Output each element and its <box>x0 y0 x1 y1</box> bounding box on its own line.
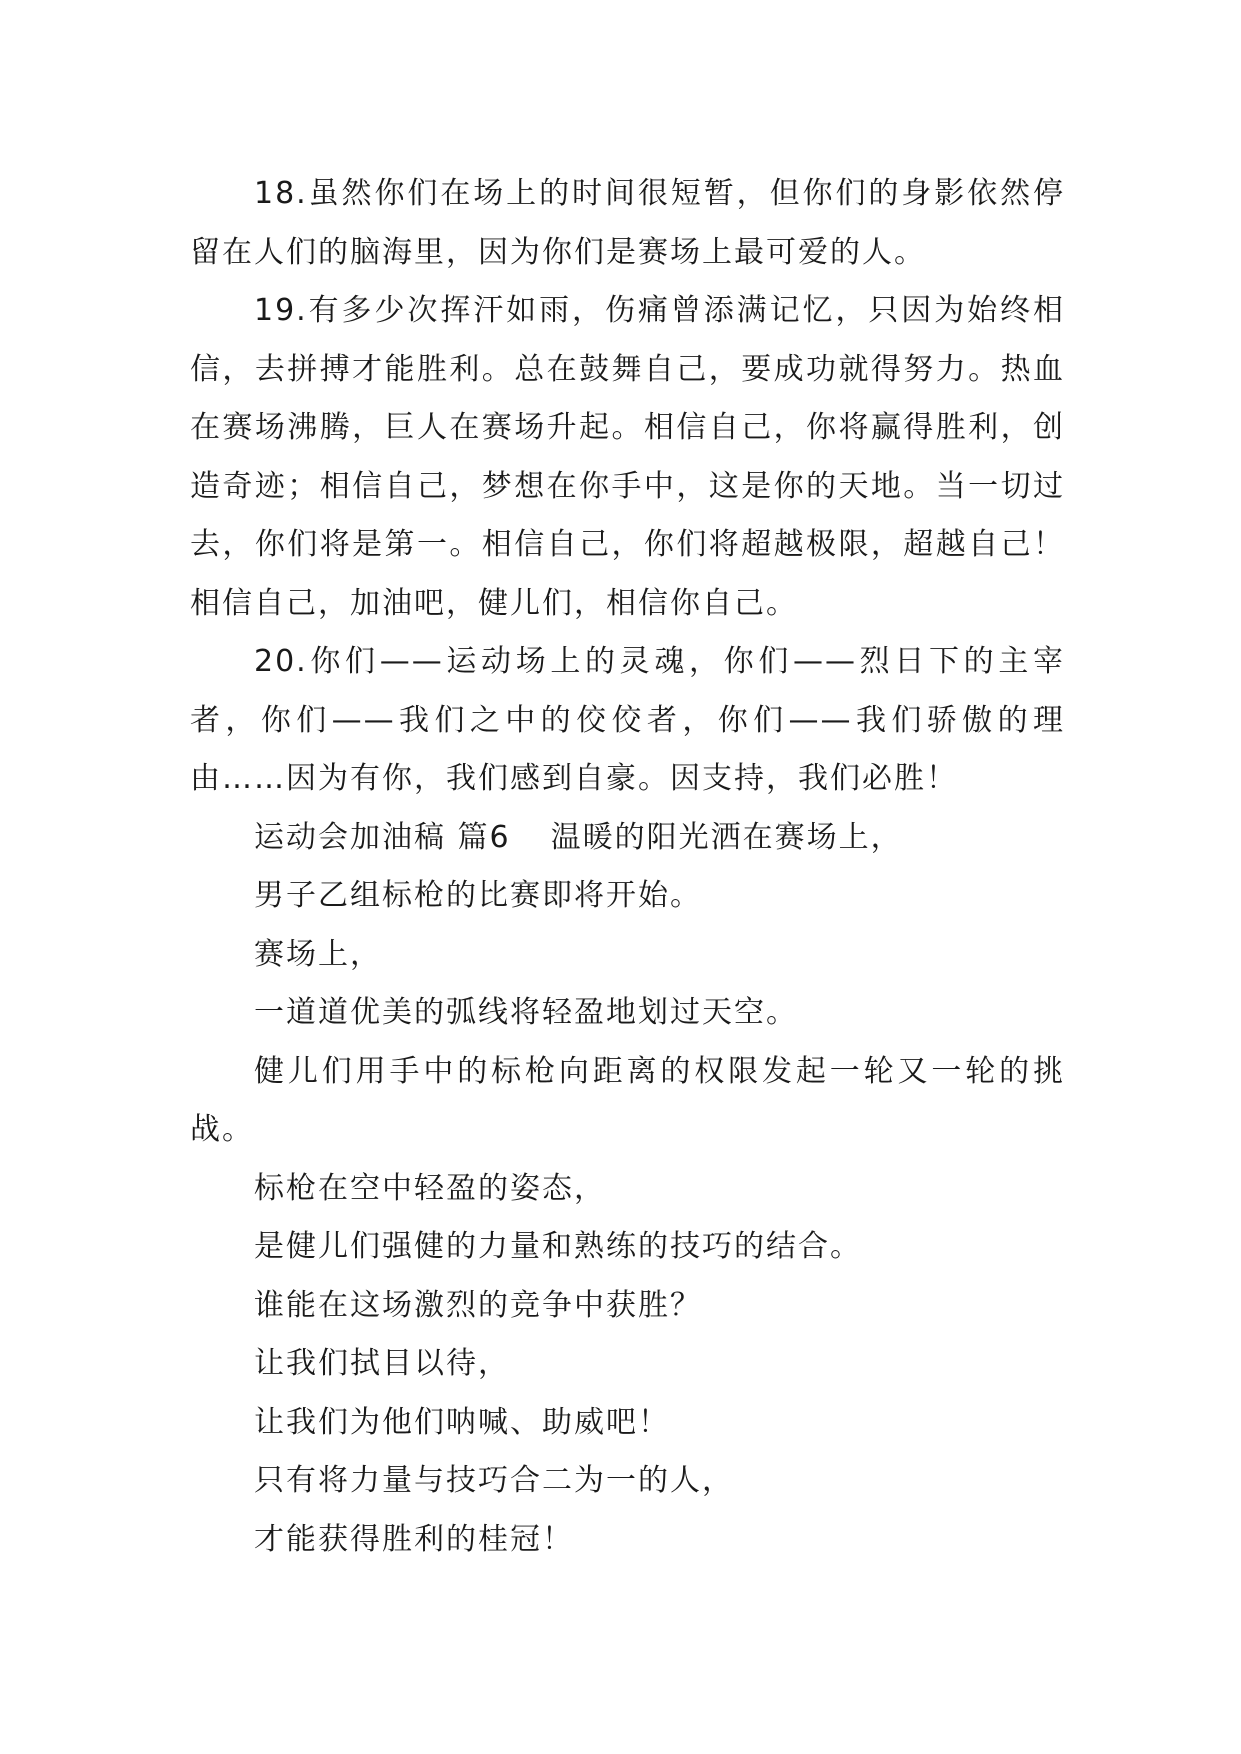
section-heading: 运动会加油稿 篇6 <box>254 819 511 855</box>
line-11: 才能获得胜利的桂冠！ <box>254 1521 574 1557</box>
section-first-line: 温暖的阳光洒在赛场上， <box>550 819 903 855</box>
document-body <box>190 165 1065 1569</box>
paragraph-19: 19.有多少次挥汗如雨，伤痛曾添满记忆，只因为始终相信，去拼搏才能胜利。总在鼓舞自己，要成功就得努力。热血在赛场沸腾，巨人在赛场升起。相信自己，你将赢得胜利，创造奇迹；相信自己，梦想在你手中，这是你的天地。当一切过去，你们将是第一。相信自己，你们将超越极限，超越自己！相信自己，加油吧，健儿们，相信你自己。 <box>190 293 1065 621</box>
line-4: 健儿们用手中的标枪向距离的权限发起一轮又一轮的挑战。 <box>190 1053 1065 1147</box>
line-5: 标枪在空中轻盈的姿态， <box>254 1170 606 1206</box>
paragraph-20: 20.你们——运动场上的灵魂，你们——烈日下的主宰者，你们——我们之中的佼佼者，你们——我们骄傲的理由……因为有你，我们感到自豪。因支持，我们必胜！ <box>190 644 1065 796</box>
line-3: 一道道优美的弧线将轻盈地划过天空。 <box>254 995 798 1030</box>
section-heading-line <box>190 809 1065 868</box>
paragraph-18: 18.虽然你们在场上的时间很短暂，但你们的身影依然停留在人们的脑海里，因为你们是赛场上最可爱的人。 <box>190 176 1065 270</box>
line-6: 是健儿们强健的力量和熟练的技巧的结合。 <box>254 1229 862 1264</box>
line-1: 男子乙组标枪的比赛即将开始。 <box>254 878 702 913</box>
line-2: 赛场上， <box>254 936 382 972</box>
line-9: 让我们为他们呐喊、助威吧！ <box>254 1404 670 1440</box>
line-8: 让我们拭目以待， <box>254 1346 510 1381</box>
line-10: 只有将力量与技巧合二为一的人， <box>254 1463 734 1498</box>
line-7: 谁能在这场激烈的竞争中获胜？ <box>254 1287 702 1323</box>
